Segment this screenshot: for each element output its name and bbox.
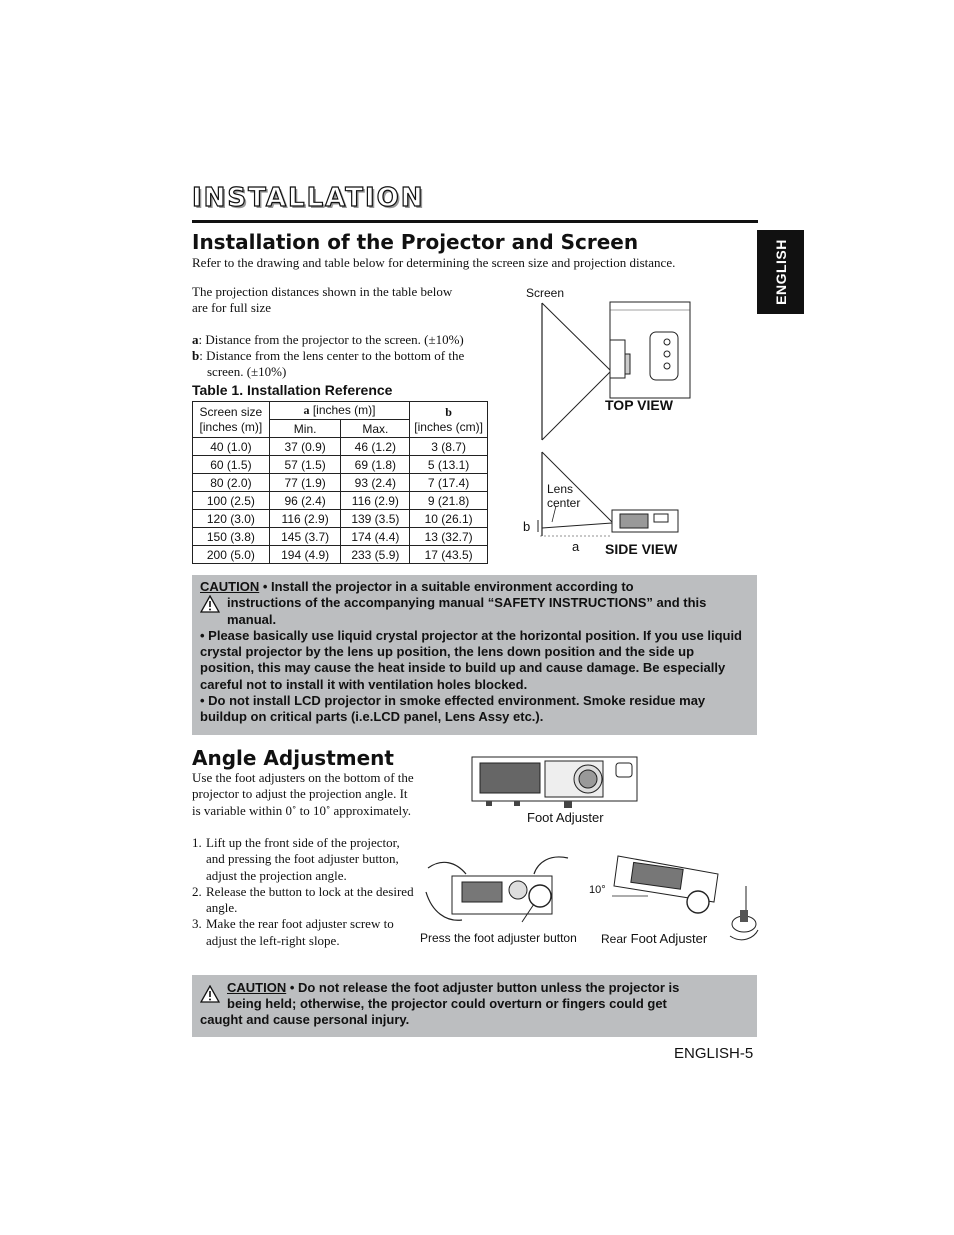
section-heading-installation: Installation of the Projector and Screen bbox=[192, 230, 639, 254]
top-view-label: TOP VIEW bbox=[605, 397, 673, 413]
def-a-key: a bbox=[192, 332, 199, 347]
col-header-screen: Screen size [inches (m)] bbox=[193, 402, 270, 438]
foot-adjuster-label: Foot Adjuster bbox=[527, 810, 604, 825]
page-number: ENGLISH-5 bbox=[674, 1045, 754, 1062]
list-item: 3. Make the rear foot adjuster screw to adjust the left-right slope. bbox=[192, 916, 394, 948]
table-row: 60 (1.5) 57 (1.5) 69 (1.8) 5 (13.1) bbox=[193, 456, 488, 474]
col-header-max: Max. bbox=[341, 420, 410, 438]
press-button-illustration bbox=[422, 852, 574, 930]
def-b-key: b bbox=[192, 348, 200, 363]
b-label: b bbox=[523, 519, 531, 534]
def-a-text: : Distance from the projector to the screen. (±10%) bbox=[198, 332, 464, 347]
col-header-min: Min. bbox=[269, 420, 341, 438]
col-header-a: a [inches (m)] bbox=[269, 402, 409, 420]
warning-triangle-icon bbox=[200, 985, 220, 1003]
table-row: 40 (1.0) 37 (0.9) 46 (1.2) 3 (8.7) bbox=[193, 438, 488, 456]
caution-box-angle: CAUTION • Do not release the foot adjuster button unless the projector is being held; otherwise, the projector could overturn or fingers could get caught and cause personal injury. bbox=[192, 975, 757, 1037]
projector-front-illustration bbox=[470, 755, 640, 811]
section-heading-angle: Angle Adjustment bbox=[192, 746, 394, 770]
press-button-label: Press the foot adjuster button bbox=[420, 931, 577, 945]
angle-10-label: 10° bbox=[589, 884, 606, 896]
list-item: 2. Release the button to lock at the desired angle. bbox=[192, 883, 414, 916]
table-row: 150 (3.8) 145 (3.7) 174 (4.4) 13 (32.7) bbox=[193, 528, 488, 546]
rear-foot-adjuster-label: Rear Foot Adjuster bbox=[601, 931, 708, 946]
rear-foot-adjuster-illustration bbox=[588, 852, 760, 942]
a-label: a bbox=[572, 539, 580, 554]
note-text: The projection distances shown in the table below are for full size bbox=[192, 284, 453, 315]
caution-box-installation: CAUTION • Install the projector in a suitable environment according to instructions of the accompanying manual “SAFETY INSTRUCTIONS” and this manual. • Please basically use liquid crystal projector at the horizontal position. If you use liquid crystal projector by the lens up position, the lens down position and the side up position, this may cause the heat inside to build up and cause damage. Be especially careful not to install it with ventilation holes blocked. • Do not install LCD projector in smoke effected environment. Smoke residue may buildup on critical parts (i.e.LCD panel, Lens Assy etc.). bbox=[192, 575, 757, 735]
intro-text: Refer to the drawing and table below for determining the screen size and projection distance. bbox=[192, 255, 676, 270]
table-caption: Table 1. Installation Reference bbox=[192, 382, 393, 398]
screen-label: Screen bbox=[526, 286, 565, 300]
side-view-label: SIDE VIEW bbox=[605, 541, 678, 557]
language-tab-label: ENGLISH bbox=[772, 239, 789, 305]
angle-steps bbox=[192, 835, 420, 949]
def-b-text: : Distance from the lens center to the bottom of the bbox=[199, 348, 465, 363]
col-header-b: b [inches (cm)] bbox=[410, 402, 488, 438]
caution-word: CAUTION bbox=[227, 980, 287, 995]
warning-triangle-icon bbox=[200, 595, 220, 613]
caution-paragraph: • Please basically use liquid crystal projector at the horizontal position. If you use liquid crystal projector by the lens up position, the lens down position and the side up position, this may cause the heat inside to build up and cause damage. Be especially careful not to install it with ventilation holes blocked. bbox=[200, 627, 743, 692]
table-row: 200 (5.0) 194 (4.9) 233 (5.9) 17 (43.5) bbox=[193, 546, 488, 564]
page-title: INSTALLATION bbox=[192, 183, 425, 213]
table-row: 80 (2.0) 77 (1.9) 93 (2.4) 7 (17.4) bbox=[193, 474, 488, 492]
caution-paragraph: • Do not install LCD projector in smoke effected environment. Smoke residue may buildup on critical parts (i.e.LCD panel, Lens Assy etc.). bbox=[200, 693, 706, 725]
table-row: 120 (3.0) 116 (2.9) 139 (3.5) 10 (26.1) bbox=[193, 510, 488, 528]
angle-intro: Use the foot adjusters on the bottom of the projector to adjust the projection angle. It is variable within 0˚ to 10˚ approximately. bbox=[192, 770, 414, 818]
table-row: 100 (2.5) 96 (2.4) 116 (2.9) 9 (21.8) bbox=[193, 492, 488, 510]
def-b-text-cont: screen. (±10%) bbox=[207, 364, 287, 379]
lens-center-label: Lens center bbox=[547, 482, 581, 510]
caution-word: CAUTION bbox=[200, 579, 260, 594]
distance-definitions bbox=[192, 332, 492, 380]
list-item: 1. Lift up the front side of the projector, and pressing the foot adjuster button, adjust the projection angle. bbox=[192, 835, 400, 883]
language-tab bbox=[757, 230, 804, 314]
installation-reference-table bbox=[192, 401, 488, 564]
title-rule bbox=[192, 220, 758, 223]
top-view-diagram bbox=[530, 298, 700, 448]
